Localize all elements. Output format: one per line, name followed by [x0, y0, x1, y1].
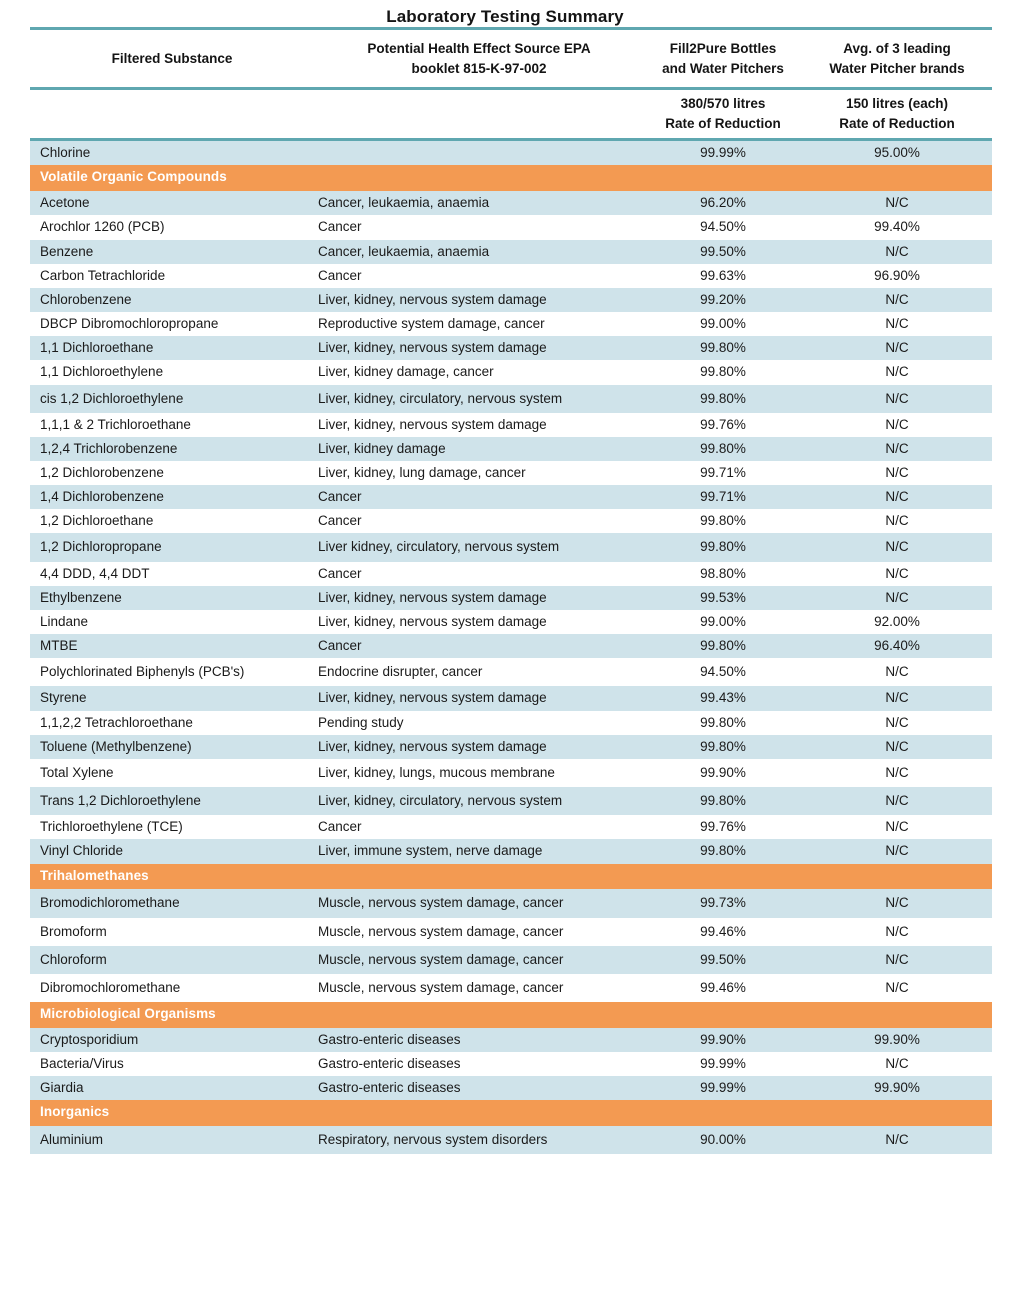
subheader-fill2pure-metric: Rate of Reduction [665, 115, 781, 131]
cell-substance: Chloroform [30, 946, 314, 974]
table-row [30, 735, 992, 759]
column-header-fill2pure-line1: Fill2Pure Bottles [669, 41, 777, 56]
cell-health-effect: Liver, kidney, lungs, mucous membrane [314, 759, 644, 787]
page-title: Laboratory Testing Summary [386, 7, 624, 26]
column-header-substance [30, 29, 314, 89]
table-row [30, 586, 992, 610]
table-row [30, 385, 992, 413]
cell-substance: Ethylbenzene [30, 586, 314, 610]
cell-fill2pure-reduction: 99.71% [644, 485, 802, 509]
cell-health-effect: Pending study [314, 711, 644, 735]
table-header [30, 29, 992, 140]
column-header-competitor-line2: Water Pitcher brands [829, 60, 965, 76]
cell-competitor-reduction: N/C [802, 815, 992, 839]
subheader-competitor-volume: 150 litres (each) [845, 96, 949, 112]
cell-fill2pure-reduction: 99.76% [644, 413, 802, 437]
table-row [30, 759, 992, 787]
cell-fill2pure-reduction: 99.80% [644, 735, 802, 759]
cell-health-effect: Liver kidney, circulatory, nervous system [314, 533, 644, 561]
table-row [30, 1076, 992, 1100]
cell-fill2pure-reduction: 99.80% [644, 711, 802, 735]
cell-health-effect: Muscle, nervous system damage, cancer [314, 918, 644, 946]
cell-substance: Trans 1,2 Dichloroethylene [30, 787, 314, 815]
cell-health-effect: Liver, kidney, nervous system damage [314, 288, 644, 312]
cell-competitor-reduction: N/C [802, 288, 992, 312]
cell-substance: Chlorobenzene [30, 288, 314, 312]
table-row [30, 946, 992, 974]
cell-fill2pure-reduction: 99.80% [644, 437, 802, 461]
cell-fill2pure-reduction: 99.80% [644, 385, 802, 413]
table-row [30, 974, 992, 1002]
subheader-fill2pure-volume: 380/570 litres [680, 96, 766, 112]
table-row [30, 215, 992, 239]
table-row [30, 437, 992, 461]
table-row [30, 839, 992, 863]
cell-substance: 1,1,1 & 2 Trichloroethane [30, 413, 314, 437]
cell-substance: Polychlorinated Biphenyls (PCB's) [30, 658, 314, 686]
cell-substance: Arochlor 1260 (PCB) [30, 215, 314, 239]
cell-health-effect: Cancer, leukaemia, anaemia [314, 191, 644, 215]
cell-health-effect: Gastro-enteric diseases [314, 1052, 644, 1076]
cell-substance: Lindane [30, 610, 314, 634]
table-row [30, 1028, 992, 1052]
cell-fill2pure-reduction: 99.00% [644, 610, 802, 634]
cell-substance: 1,1 Dichloroethane [30, 336, 314, 360]
cell-fill2pure-reduction: 99.00% [644, 312, 802, 336]
cell-competitor-reduction: N/C [802, 946, 992, 974]
cell-substance: Styrene [30, 686, 314, 710]
table-row [30, 634, 992, 658]
cell-fill2pure-reduction: 94.50% [644, 658, 802, 686]
cell-competitor-reduction: 95.00% [802, 140, 992, 166]
table-row [30, 918, 992, 946]
cell-competitor-reduction: 99.90% [802, 1076, 992, 1100]
cell-fill2pure-reduction: 99.20% [644, 288, 802, 312]
cell-health-effect: Liver, immune system, nerve damage [314, 839, 644, 863]
cell-health-effect: Cancer [314, 509, 644, 533]
cell-substance: Trichloroethylene (TCE) [30, 815, 314, 839]
cell-health-effect: Liver, kidney, nervous system damage [314, 586, 644, 610]
column-header-substance-line1: Filtered Substance [111, 50, 233, 66]
table-row [30, 711, 992, 735]
cell-competitor-reduction: N/C [802, 839, 992, 863]
cell-substance: cis 1,2 Dichloroethylene [30, 385, 314, 413]
cell-competitor-reduction: N/C [802, 735, 992, 759]
lab-results-table [30, 27, 992, 1154]
cell-substance: Total Xylene [30, 759, 314, 787]
section-header-row [30, 165, 992, 191]
table-row [30, 686, 992, 710]
cell-health-effect: Cancer [314, 815, 644, 839]
cell-fill2pure-reduction: 99.99% [644, 140, 802, 166]
section-header-row [30, 1002, 992, 1028]
cell-fill2pure-reduction: 99.43% [644, 686, 802, 710]
table-row [30, 562, 992, 586]
cell-fill2pure-reduction: 99.80% [644, 787, 802, 815]
table-row [30, 413, 992, 437]
cell-health-effect: Liver, kidney, circulatory, nervous system [314, 385, 644, 413]
cell-health-effect: Cancer, leukaemia, anaemia [314, 240, 644, 264]
table-header-row-main [30, 29, 992, 89]
table-row [30, 658, 992, 686]
table-row [30, 533, 992, 561]
cell-fill2pure-reduction: 99.71% [644, 461, 802, 485]
table-row [30, 610, 992, 634]
cell-competitor-reduction: 96.40% [802, 634, 992, 658]
cell-competitor-reduction: N/C [802, 485, 992, 509]
cell-health-effect: Cancer [314, 215, 644, 239]
column-header-fill2pure-line2: and Water Pitchers [662, 60, 784, 76]
table-row [30, 485, 992, 509]
cell-substance: 1,1,2,2 Tetrachloroethane [30, 711, 314, 735]
cell-fill2pure-reduction: 99.63% [644, 264, 802, 288]
cell-fill2pure-reduction: 99.46% [644, 974, 802, 1002]
cell-health-effect: Endocrine disrupter, cancer [314, 658, 644, 686]
table-row [30, 336, 992, 360]
cell-fill2pure-reduction: 90.00% [644, 1126, 802, 1154]
cell-competitor-reduction: 99.90% [802, 1028, 992, 1052]
cell-competitor-reduction: N/C [802, 240, 992, 264]
cell-competitor-reduction: N/C [802, 918, 992, 946]
cell-health-effect: Liver, kidney, nervous system damage [314, 336, 644, 360]
cell-health-effect: Liver, kidney, nervous system damage [314, 610, 644, 634]
cell-substance: Vinyl Chloride [30, 839, 314, 863]
table-row [30, 815, 992, 839]
cell-fill2pure-reduction: 99.80% [644, 509, 802, 533]
cell-substance: Bromodichloromethane [30, 889, 314, 917]
cell-competitor-reduction: N/C [802, 437, 992, 461]
cell-competitor-reduction: N/C [802, 1052, 992, 1076]
cell-health-effect: Liver, kidney, nervous system damage [314, 686, 644, 710]
cell-health-effect: Liver, kidney, nervous system damage [314, 735, 644, 759]
cell-fill2pure-reduction: 99.53% [644, 586, 802, 610]
cell-health-effect: Gastro-enteric diseases [314, 1028, 644, 1052]
cell-health-effect: Muscle, nervous system damage, cancer [314, 889, 644, 917]
lab-results-table-wrapper [30, 27, 992, 1154]
cell-health-effect: Liver, kidney, lung damage, cancer [314, 461, 644, 485]
cell-fill2pure-reduction: 99.80% [644, 533, 802, 561]
cell-substance: Bromoform [30, 918, 314, 946]
cell-competitor-reduction: N/C [802, 889, 992, 917]
section-header-row [30, 864, 992, 890]
column-header-health-effect-line1: Potential Health Effect Source EPA [367, 41, 591, 56]
cell-substance: Giardia [30, 1076, 314, 1100]
table-row [30, 1126, 992, 1154]
cell-substance: Bacteria/Virus [30, 1052, 314, 1076]
cell-fill2pure-reduction: 99.80% [644, 360, 802, 384]
table-row [30, 787, 992, 815]
cell-competitor-reduction: N/C [802, 787, 992, 815]
table-row [30, 264, 992, 288]
cell-health-effect: Respiratory, nervous system disorders [314, 1126, 644, 1154]
cell-fill2pure-reduction: 99.46% [644, 918, 802, 946]
cell-substance: 1,2 Dichlorobenzene [30, 461, 314, 485]
table-row [30, 312, 992, 336]
table-header-row-sub [30, 89, 992, 140]
cell-health-effect: Cancer [314, 264, 644, 288]
cell-substance: 1,1 Dichloroethylene [30, 360, 314, 384]
cell-health-effect: Gastro-enteric diseases [314, 1076, 644, 1100]
cell-competitor-reduction: N/C [802, 711, 992, 735]
cell-competitor-reduction: N/C [802, 336, 992, 360]
cell-health-effect: Muscle, nervous system damage, cancer [314, 974, 644, 1002]
cell-fill2pure-reduction: 99.99% [644, 1052, 802, 1076]
cell-fill2pure-reduction: 94.50% [644, 215, 802, 239]
cell-competitor-reduction: N/C [802, 191, 992, 215]
column-header-fill2pure [644, 29, 802, 89]
cell-substance: 1,4 Dichlorobenzene [30, 485, 314, 509]
section-header-row [30, 1100, 992, 1126]
table-row [30, 191, 992, 215]
cell-fill2pure-reduction: 98.80% [644, 562, 802, 586]
cell-health-effect: Liver, kidney damage [314, 437, 644, 461]
cell-substance: Carbon Tetrachloride [30, 264, 314, 288]
subheader-competitor [802, 89, 992, 140]
table-row [30, 140, 992, 166]
table-body [30, 140, 992, 1155]
cell-substance: 1,2 Dichloroethane [30, 509, 314, 533]
cell-fill2pure-reduction: 99.80% [644, 634, 802, 658]
subheader-substance-blank [30, 89, 314, 140]
table-row [30, 461, 992, 485]
cell-competitor-reduction: 92.00% [802, 610, 992, 634]
cell-substance: Dibromochloromethane [30, 974, 314, 1002]
cell-competitor-reduction: N/C [802, 461, 992, 485]
subheader-health-effect-blank [314, 89, 644, 140]
cell-competitor-reduction: N/C [802, 385, 992, 413]
cell-health-effect [314, 140, 644, 166]
subheader-fill2pure [644, 89, 802, 140]
cell-competitor-reduction: N/C [802, 759, 992, 787]
cell-substance: DBCP Dibromochloropropane [30, 312, 314, 336]
cell-competitor-reduction: N/C [802, 360, 992, 384]
column-header-health-effect-line2: booklet 815-K-97-002 [411, 60, 547, 76]
table-row [30, 509, 992, 533]
cell-competitor-reduction: N/C [802, 974, 992, 1002]
cell-substance: Cryptosporidium [30, 1028, 314, 1052]
cell-competitor-reduction: N/C [802, 686, 992, 710]
cell-competitor-reduction: N/C [802, 586, 992, 610]
cell-substance: Benzene [30, 240, 314, 264]
cell-competitor-reduction: N/C [802, 1126, 992, 1154]
cell-fill2pure-reduction: 99.73% [644, 889, 802, 917]
cell-substance: 4,4 DDD, 4,4 DDT [30, 562, 314, 586]
cell-fill2pure-reduction: 96.20% [644, 191, 802, 215]
section-header-label: Inorganics [30, 1100, 992, 1126]
cell-competitor-reduction: N/C [802, 413, 992, 437]
table-row [30, 889, 992, 917]
subheader-competitor-metric: Rate of Reduction [839, 115, 955, 131]
cell-fill2pure-reduction: 99.50% [644, 946, 802, 974]
section-header-label: Microbiological Organisms [30, 1002, 992, 1028]
cell-substance: Aluminium [30, 1126, 314, 1154]
cell-substance: 1,2 Dichloropropane [30, 533, 314, 561]
cell-competitor-reduction: N/C [802, 509, 992, 533]
cell-fill2pure-reduction: 99.99% [644, 1076, 802, 1100]
cell-fill2pure-reduction: 99.80% [644, 839, 802, 863]
cell-substance: MTBE [30, 634, 314, 658]
cell-substance: 1,2,4 Trichlorobenzene [30, 437, 314, 461]
cell-fill2pure-reduction: 99.80% [644, 336, 802, 360]
cell-health-effect: Cancer [314, 485, 644, 509]
column-header-competitor [802, 29, 992, 89]
cell-competitor-reduction: N/C [802, 658, 992, 686]
cell-competitor-reduction: 96.90% [802, 264, 992, 288]
cell-health-effect: Liver, kidney, circulatory, nervous system [314, 787, 644, 815]
cell-competitor-reduction: N/C [802, 533, 992, 561]
table-row [30, 1052, 992, 1076]
cell-competitor-reduction: 99.40% [802, 215, 992, 239]
table-row [30, 360, 992, 384]
column-header-health-effect [314, 29, 644, 89]
section-header-label: Volatile Organic Compounds [30, 165, 992, 191]
cell-competitor-reduction: N/C [802, 562, 992, 586]
section-header-label: Trihalomethanes [30, 864, 992, 890]
cell-substance: Chlorine [30, 140, 314, 166]
cell-substance: Acetone [30, 191, 314, 215]
cell-health-effect: Cancer [314, 562, 644, 586]
cell-fill2pure-reduction: 99.90% [644, 759, 802, 787]
table-row [30, 240, 992, 264]
cell-health-effect: Reproductive system damage, cancer [314, 312, 644, 336]
cell-health-effect: Muscle, nervous system damage, cancer [314, 946, 644, 974]
cell-fill2pure-reduction: 99.90% [644, 1028, 802, 1052]
cell-health-effect: Liver, kidney, nervous system damage [314, 413, 644, 437]
table-row [30, 288, 992, 312]
cell-health-effect: Liver, kidney damage, cancer [314, 360, 644, 384]
column-header-competitor-line1: Avg. of 3 leading [843, 41, 951, 56]
cell-fill2pure-reduction: 99.50% [644, 240, 802, 264]
cell-fill2pure-reduction: 99.76% [644, 815, 802, 839]
cell-substance: Toluene (Methylbenzene) [30, 735, 314, 759]
cell-competitor-reduction: N/C [802, 312, 992, 336]
cell-health-effect: Cancer [314, 634, 644, 658]
